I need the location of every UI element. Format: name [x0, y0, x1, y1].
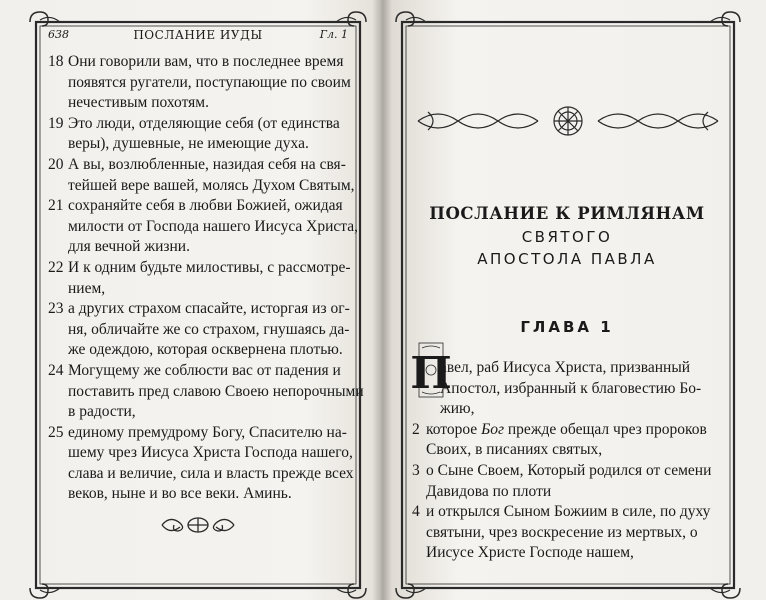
verse-line: Это люди, отделяющие себя (от единства — [68, 114, 340, 132]
verse-line: единому премудрому Богу, Спасителю на- — [68, 423, 347, 441]
verse-24 — [48, 361, 364, 423]
verse-line: Могущему же соблюсти вас от падения и — [68, 361, 341, 379]
verse-line: веков, ныне и во все веки. Аминь. — [68, 485, 292, 503]
verse-18 — [48, 52, 351, 114]
end-ornament — [158, 512, 238, 538]
verse-1 — [412, 358, 718, 420]
verse-italic-word: Бог — [481, 420, 505, 438]
chapter-marker: Гл. 1 — [319, 28, 348, 41]
right-verses — [412, 358, 718, 564]
verse-line: Давидова по плоти — [426, 482, 552, 500]
verse-text: прежде обещал чрез пророков — [504, 420, 707, 438]
verse-line: тейшей вере вашей, молясь Духом Святым, — [68, 176, 355, 194]
verse-line: жию, — [440, 400, 475, 418]
verse-23 — [48, 299, 348, 361]
chapter-heading: ГЛАВА 1 — [520, 318, 614, 336]
verse-number: 21 — [48, 197, 64, 215]
epistle-subtitle-2: АПОСТОЛА ПАВЛА — [477, 250, 657, 268]
verse-line: Апостол, избранный к благовестию Бо- — [440, 379, 702, 397]
verse-number: 19 — [48, 114, 64, 132]
verse-line: ня, обличайте же со страхом, гнушаясь да- — [68, 320, 350, 338]
verse-line: веры), душевные, не имеющие духа. — [68, 135, 309, 153]
verse-number: 20 — [48, 155, 64, 173]
verse-4 — [412, 502, 718, 564]
verse-line: авел, раб Иисуса Христа, призванный — [440, 359, 691, 376]
verse-19 — [48, 114, 348, 155]
drop-cap-letter: П — [410, 348, 452, 399]
verse-line: о Сыне Своем, Который родился от семени — [426, 461, 712, 479]
verse-line: Иисусе Христе Господе нашем, — [426, 544, 634, 562]
verse-line: шему чрез Иисуса Христа Господа нашего, — [68, 444, 353, 462]
verse-line: появятся ругатели, поступающие по своим — [68, 73, 351, 91]
verse-20 — [48, 155, 355, 196]
verse-3 — [412, 461, 718, 502]
verse-text: которое — [426, 420, 482, 438]
left-running-header — [48, 28, 348, 46]
verse-line: и открылся Сыном Божиим в силе, по духу — [426, 503, 711, 521]
verse-number: 18 — [48, 53, 64, 70]
verse-line: милости от Господа нашего Иисуса Христа, — [68, 217, 359, 235]
verse-25 — [48, 423, 354, 505]
verse-line: святыни, чрез воскресение из мертвых, о — [426, 523, 698, 541]
left-verses — [48, 52, 364, 505]
verse-line: А вы, возлюбленные, назидая себя на свя- — [68, 155, 346, 173]
verse-line: Они говорили вам, что в последнее время — [68, 53, 344, 70]
verse-22 — [48, 258, 351, 299]
verse-number: 3 — [412, 461, 420, 479]
verse-number: 2 — [412, 420, 420, 438]
verse-line: же одеждою, которая осквернена плотью. — [68, 341, 343, 359]
verse-number: 24 — [48, 361, 64, 379]
verse-line: И к одним будьте милостивы, с рассмотре- — [68, 258, 351, 276]
running-title: ПОСЛАНИЕ ИУДЫ — [133, 28, 263, 42]
verse-line: а других страхом спасайте, исторгая из ог- — [68, 300, 350, 318]
verse-number: 4 — [412, 503, 420, 521]
page-number: 638 — [48, 28, 69, 41]
verse-line: для вечной жизни. — [68, 238, 190, 256]
verse-line: поставить пред славою Своею непорочными — [68, 382, 364, 400]
epistle-subtitle-1: СВЯТОГО — [521, 228, 613, 246]
ornamental-headband — [418, 104, 718, 138]
verse-line: в радости, — [68, 403, 136, 421]
verse-2 — [412, 420, 718, 461]
verse-number: 22 — [48, 258, 64, 276]
verse-line: сохраняйте себя в любви Божией, ожидая — [68, 197, 343, 215]
epistle-title: ПОСЛАНИЕ К РИМЛЯНАМ — [429, 204, 705, 223]
verse-line: нием, — [68, 279, 106, 297]
verse-line: Своих, в писаниях святых, — [426, 441, 603, 459]
verse-line: нечестивым похотям. — [68, 94, 209, 112]
verse-21 — [48, 196, 359, 258]
verse-line: слава и величие, сила и власть прежде всех — [68, 464, 354, 482]
verse-number: 23 — [48, 300, 64, 318]
verse-number: 25 — [48, 423, 64, 441]
